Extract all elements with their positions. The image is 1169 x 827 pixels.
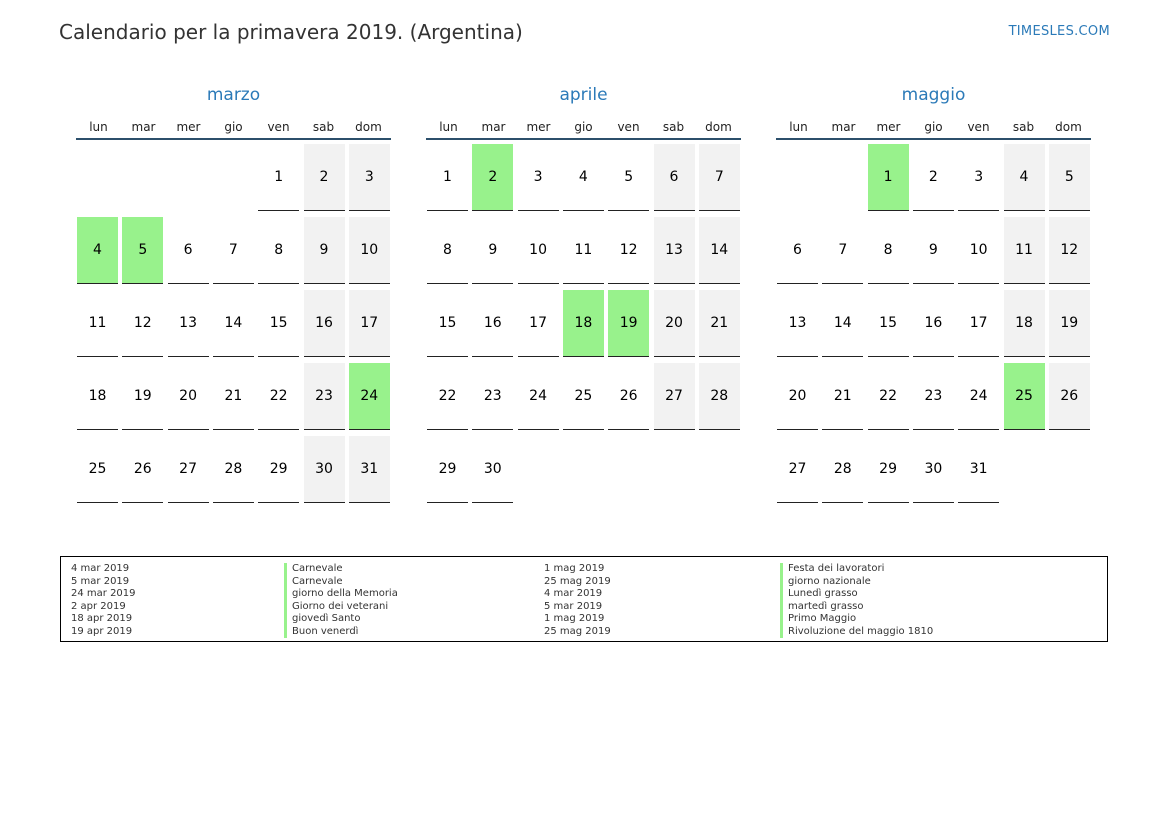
day-cell: 20 [777, 363, 818, 430]
weekday-label: lun [89, 120, 108, 134]
day-cell: 4 [1004, 144, 1045, 211]
day-cell: 3 [518, 144, 559, 211]
day-cell: 16 [304, 290, 345, 357]
weekday-label: mar [481, 120, 506, 134]
day-cell: 7 [213, 217, 254, 284]
day-cell: 29 [427, 436, 468, 503]
day-cell: 5 [1049, 144, 1090, 211]
day-cell: 23 [472, 363, 513, 430]
day-cell: 14 [213, 290, 254, 357]
day-cell: 9 [913, 217, 954, 284]
day-cell: 12 [608, 217, 649, 284]
day-cell: 1 [258, 144, 299, 211]
legend-names-right [780, 563, 933, 638]
day-grid [776, 144, 1091, 509]
holiday-day-cell: 24 [349, 363, 390, 430]
day-cell: 11 [563, 217, 604, 284]
day-cell: 13 [654, 217, 695, 284]
day-cell: 19 [122, 363, 163, 430]
day-cell: 24 [518, 363, 559, 430]
holiday-day-cell: 2 [472, 144, 513, 211]
legend-holiday-name: giorno della Memoria [284, 588, 398, 601]
day-cell: 7 [822, 217, 863, 284]
month-name: maggio [901, 85, 966, 105]
day-cell: 14 [822, 290, 863, 357]
day-cell: 10 [518, 217, 559, 284]
day-cell: 25 [77, 436, 118, 503]
page-title: Calendario per la primavera 2019. (Argentina) [59, 20, 523, 44]
legend-date: 25 mag 2019 [544, 625, 611, 637]
weekday-label: ven [267, 120, 290, 134]
month-name: aprile [559, 85, 608, 105]
day-cell: 22 [258, 363, 299, 430]
holiday-legend [60, 556, 1108, 642]
day-cell: 7 [699, 144, 740, 211]
day-cell: 9 [304, 217, 345, 284]
legend-holiday-name: Carnevale [284, 576, 398, 589]
day-cell: 28 [699, 363, 740, 430]
day-cell: 27 [654, 363, 695, 430]
legend-date: 2 apr 2019 [71, 600, 126, 612]
day-cell: 26 [122, 436, 163, 503]
legend-names-left [284, 563, 398, 638]
day-cell: 2 [913, 144, 954, 211]
weekday-label: ven [617, 120, 640, 134]
day-cell: 8 [868, 217, 909, 284]
day-cell: 31 [958, 436, 999, 503]
day-cell: 28 [213, 436, 254, 503]
weekday-label: lun [789, 120, 808, 134]
weekday-label: dom [705, 120, 732, 134]
legend-date: 4 mar 2019 [544, 588, 603, 599]
day-cell: 2 [304, 144, 345, 211]
legend-date: 4 mar 2019 [71, 563, 130, 574]
month-march [76, 84, 391, 509]
legend-date: 5 mar 2019 [71, 575, 130, 587]
day-cell: 3 [349, 144, 390, 211]
legend-date: 19 apr 2019 [71, 625, 133, 637]
legend-date: 25 mag 2019 [544, 575, 611, 587]
legend-holiday-name: Buon venerdì [284, 626, 398, 639]
legend-date: 5 mar 2019 [544, 600, 603, 612]
weekday-label: dom [1055, 120, 1082, 134]
day-cell: 20 [654, 290, 695, 357]
day-cell: 5 [608, 144, 649, 211]
legend-holiday-name: Carnevale [284, 563, 398, 576]
day-cell: 23 [913, 363, 954, 430]
day-cell: 13 [777, 290, 818, 357]
day-cell: 23 [304, 363, 345, 430]
day-cell: 25 [563, 363, 604, 430]
day-cell: 10 [958, 217, 999, 284]
day-cell: 15 [427, 290, 468, 357]
weekday-label: mer [176, 120, 201, 134]
legend-holiday-name: Lunedì grasso [780, 588, 933, 601]
legend-holiday-name: Festa dei lavoratori [780, 563, 933, 576]
day-cell: 9 [472, 217, 513, 284]
weekday-label: mer [526, 120, 551, 134]
legend-date: 1 mag 2019 [544, 563, 605, 574]
weekday-label: lun [439, 120, 458, 134]
weekday-label: sab [312, 120, 335, 134]
holiday-day-cell: 18 [563, 290, 604, 357]
day-cell: 8 [258, 217, 299, 284]
weekday-header [776, 118, 1091, 140]
day-cell: 20 [168, 363, 209, 430]
weekday-label: sab [662, 120, 685, 134]
day-cell: 6 [777, 217, 818, 284]
weekday-label: gio [224, 120, 243, 134]
day-cell: 11 [77, 290, 118, 357]
day-cell: 10 [349, 217, 390, 284]
legend-holiday-name: giovedì Santo [284, 613, 398, 626]
legend-date: 18 apr 2019 [71, 613, 133, 624]
weekday-label: dom [355, 120, 382, 134]
day-cell: 27 [777, 436, 818, 503]
day-cell: 24 [958, 363, 999, 430]
legend-holiday-name: Primo Maggio [780, 613, 933, 626]
holiday-day-cell: 25 [1004, 363, 1045, 430]
day-cell: 11 [1004, 217, 1045, 284]
weekday-label: mar [131, 120, 156, 134]
day-cell: 16 [472, 290, 513, 357]
weekday-header [426, 118, 741, 140]
day-cell: 12 [122, 290, 163, 357]
month-name: marzo [206, 85, 261, 105]
weekday-header [76, 118, 391, 140]
legend-holiday-name: giorno nazionale [780, 576, 933, 589]
day-cell: 27 [168, 436, 209, 503]
holiday-day-cell: 4 [77, 217, 118, 284]
day-cell: 12 [1049, 217, 1090, 284]
weekday-label: gio [924, 120, 943, 134]
legend-date: 24 mar 2019 [71, 588, 136, 599]
day-cell: 16 [913, 290, 954, 357]
day-cell: 17 [349, 290, 390, 357]
legend-date: 1 mag 2019 [544, 613, 605, 624]
weekday-label: sab [1012, 120, 1035, 134]
day-cell: 6 [168, 217, 209, 284]
day-cell: 31 [349, 436, 390, 503]
day-cell: 3 [958, 144, 999, 211]
weekday-label: mar [831, 120, 856, 134]
brand-link[interactable]: TIMESLES.COM [1008, 24, 1110, 39]
day-cell: 17 [958, 290, 999, 357]
holiday-day-cell: 1 [868, 144, 909, 211]
day-cell: 15 [258, 290, 299, 357]
day-cell: 18 [1004, 290, 1045, 357]
day-cell: 28 [822, 436, 863, 503]
legend-dates-left [71, 563, 136, 638]
day-cell: 29 [868, 436, 909, 503]
day-cell: 30 [304, 436, 345, 503]
day-cell: 17 [518, 290, 559, 357]
day-cell: 21 [699, 290, 740, 357]
legend-holiday-name: Rivoluzione del maggio 1810 [780, 626, 933, 639]
weekday-label: ven [967, 120, 990, 134]
weekday-label: mer [876, 120, 901, 134]
day-cell: 1 [427, 144, 468, 211]
day-cell: 21 [822, 363, 863, 430]
day-cell: 15 [868, 290, 909, 357]
day-cell: 13 [168, 290, 209, 357]
day-cell: 30 [472, 436, 513, 503]
legend-holiday-name: martedì grasso [780, 601, 933, 614]
day-grid [76, 144, 391, 509]
day-cell: 29 [258, 436, 299, 503]
month-april [426, 84, 741, 509]
day-cell: 18 [77, 363, 118, 430]
day-grid [426, 144, 741, 509]
day-cell: 22 [868, 363, 909, 430]
legend-holiday-name: Giorno dei veterani [284, 601, 398, 614]
day-cell: 22 [427, 363, 468, 430]
day-cell: 26 [1049, 363, 1090, 430]
day-cell: 26 [608, 363, 649, 430]
day-cell: 8 [427, 217, 468, 284]
weekday-label: gio [574, 120, 593, 134]
month-may [776, 84, 1091, 509]
holiday-day-cell: 19 [608, 290, 649, 357]
holiday-day-cell: 5 [122, 217, 163, 284]
day-cell: 6 [654, 144, 695, 211]
day-cell: 14 [699, 217, 740, 284]
day-cell: 21 [213, 363, 254, 430]
day-cell: 30 [913, 436, 954, 503]
day-cell: 4 [563, 144, 604, 211]
day-cell: 19 [1049, 290, 1090, 357]
legend-dates-right [544, 563, 611, 638]
